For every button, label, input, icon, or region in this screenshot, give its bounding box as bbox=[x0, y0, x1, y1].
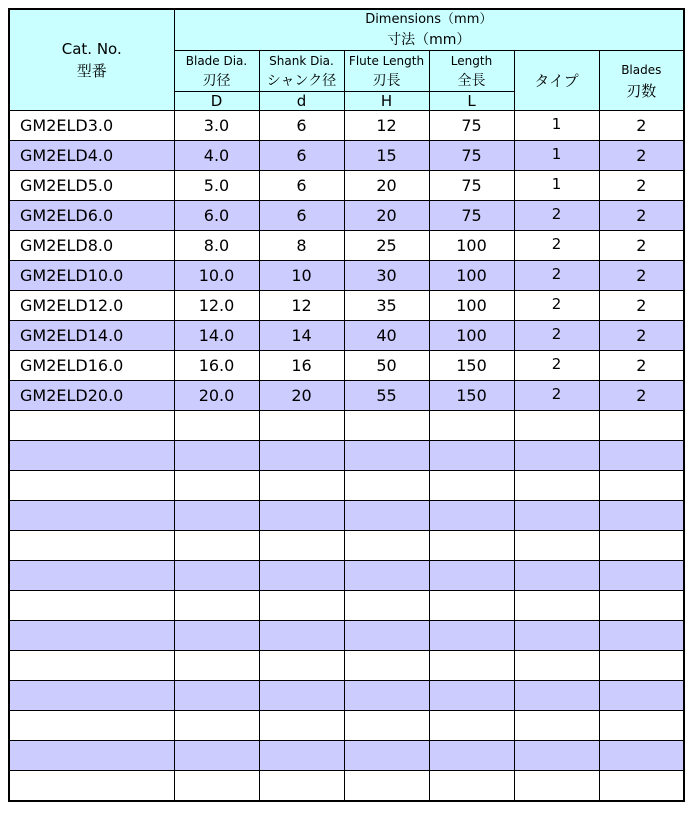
flute-length-cell bbox=[344, 681, 429, 711]
length-header bbox=[429, 51, 514, 92]
blade-dia-cell bbox=[174, 471, 259, 501]
type-cell bbox=[514, 501, 599, 531]
blade-dia-header-jp: 刃径 bbox=[202, 73, 231, 89]
cat-no-cell: GM2ELD4.0 bbox=[9, 141, 174, 171]
blade-dia-cell: 16.0 bbox=[174, 351, 259, 381]
header-row-dimensions bbox=[9, 9, 684, 30]
dimensions-header-en: Dimensions（mm） bbox=[174, 9, 684, 30]
length-cell: 150 bbox=[429, 381, 514, 411]
type-value: 1 bbox=[551, 174, 562, 193]
type-value: 2 bbox=[551, 264, 562, 283]
cat-no-header-en: Cat. No. bbox=[61, 40, 122, 58]
shank-dia-cell: 10 bbox=[259, 261, 344, 291]
type-cell bbox=[514, 621, 599, 651]
blades-cell bbox=[599, 681, 684, 711]
shank-dia-header-jp: シャンク径 bbox=[266, 73, 337, 89]
flute-length-cell: 20 bbox=[344, 171, 429, 201]
blades-cell: 2 bbox=[599, 291, 684, 321]
table-row bbox=[9, 291, 684, 321]
type-cell bbox=[514, 351, 599, 381]
blade-dia-cell: 10.0 bbox=[174, 261, 259, 291]
blades-cell: 2 bbox=[599, 201, 684, 231]
cat-no-cell: GM2ELD5.0 bbox=[9, 171, 174, 201]
length-cell: 100 bbox=[429, 261, 514, 291]
cat-no-cell bbox=[9, 501, 174, 531]
cat-no-cell bbox=[9, 411, 174, 441]
table-row bbox=[9, 171, 684, 201]
type-cell bbox=[514, 591, 599, 621]
blades-cell: 2 bbox=[599, 261, 684, 291]
shank-dia-symbol: d bbox=[259, 92, 344, 111]
flute-length-cell bbox=[344, 591, 429, 621]
blades-cell bbox=[599, 531, 684, 561]
shank-dia-cell bbox=[259, 561, 344, 591]
cat-no-header bbox=[9, 9, 174, 111]
blades-cell: 2 bbox=[599, 171, 684, 201]
table-row bbox=[9, 381, 684, 411]
flute-length-cell bbox=[344, 411, 429, 441]
shank-dia-cell: 8 bbox=[259, 231, 344, 261]
type-cell bbox=[514, 261, 599, 291]
blade-dia-cell: 5.0 bbox=[174, 171, 259, 201]
length-cell bbox=[429, 591, 514, 621]
blade-dia-cell: 4.0 bbox=[174, 141, 259, 171]
type-header: タイプ bbox=[514, 51, 599, 111]
table-row bbox=[9, 621, 684, 651]
flute-length-cell: 25 bbox=[344, 231, 429, 261]
table-row bbox=[9, 471, 684, 501]
table-row bbox=[9, 231, 684, 261]
shank-dia-cell: 16 bbox=[259, 351, 344, 381]
length-header-en: Length bbox=[450, 54, 493, 68]
length-symbol: L bbox=[429, 92, 514, 111]
table-row bbox=[9, 111, 684, 141]
blades-cell: 2 bbox=[599, 321, 684, 351]
type-cell bbox=[514, 741, 599, 771]
blade-dia-cell bbox=[174, 711, 259, 741]
type-value: 2 bbox=[551, 324, 562, 343]
type-cell bbox=[514, 141, 599, 171]
blade-dia-cell bbox=[174, 591, 259, 621]
cat-no-cell: GM2ELD6.0 bbox=[9, 201, 174, 231]
blade-dia-cell bbox=[174, 501, 259, 531]
table-row bbox=[9, 261, 684, 291]
table-row bbox=[9, 201, 684, 231]
blade-dia-cell bbox=[174, 681, 259, 711]
length-cell bbox=[429, 411, 514, 441]
blades-cell bbox=[599, 741, 684, 771]
table-row bbox=[9, 771, 684, 802]
table-body bbox=[9, 111, 684, 802]
table-row bbox=[9, 711, 684, 741]
length-cell bbox=[429, 501, 514, 531]
cat-no-cell bbox=[9, 591, 174, 621]
flute-length-cell: 30 bbox=[344, 261, 429, 291]
flute-length-cell: 20 bbox=[344, 201, 429, 231]
type-value: 2 bbox=[551, 234, 562, 253]
cat-no-cell bbox=[9, 711, 174, 741]
type-cell bbox=[514, 771, 599, 802]
shank-dia-header-en: Shank Dia. bbox=[269, 54, 334, 68]
blades-header-jp: 刃数 bbox=[626, 81, 657, 100]
flute-length-cell bbox=[344, 531, 429, 561]
blade-dia-cell bbox=[174, 561, 259, 591]
blades-cell: 2 bbox=[599, 141, 684, 171]
blades-cell bbox=[599, 621, 684, 651]
length-cell bbox=[429, 711, 514, 741]
type-cell bbox=[514, 291, 599, 321]
length-cell: 100 bbox=[429, 321, 514, 351]
table-row bbox=[9, 321, 684, 351]
length-cell: 75 bbox=[429, 201, 514, 231]
table-row bbox=[9, 531, 684, 561]
shank-dia-cell bbox=[259, 741, 344, 771]
length-cell bbox=[429, 561, 514, 591]
type-cell bbox=[514, 231, 599, 261]
shank-dia-cell: 6 bbox=[259, 111, 344, 141]
shank-dia-cell bbox=[259, 411, 344, 441]
flute-length-symbol: H bbox=[344, 92, 429, 111]
blade-dia-cell bbox=[174, 621, 259, 651]
shank-dia-cell bbox=[259, 681, 344, 711]
blade-dia-cell bbox=[174, 771, 259, 802]
shank-dia-cell bbox=[259, 651, 344, 681]
blade-dia-cell bbox=[174, 411, 259, 441]
blades-cell: 2 bbox=[599, 381, 684, 411]
blade-dia-cell bbox=[174, 741, 259, 771]
blade-dia-cell: 14.0 bbox=[174, 321, 259, 351]
length-cell: 100 bbox=[429, 291, 514, 321]
blades-cell bbox=[599, 441, 684, 471]
cat-no-cell: GM2ELD20.0 bbox=[9, 381, 174, 411]
shank-dia-header bbox=[259, 51, 344, 92]
table-row bbox=[9, 141, 684, 171]
flute-length-cell bbox=[344, 501, 429, 531]
cat-no-cell: GM2ELD14.0 bbox=[9, 321, 174, 351]
shank-dia-cell bbox=[259, 591, 344, 621]
blades-cell bbox=[599, 591, 684, 621]
cat-no-cell bbox=[9, 621, 174, 651]
blades-cell bbox=[599, 471, 684, 501]
shank-dia-cell bbox=[259, 441, 344, 471]
type-cell bbox=[514, 201, 599, 231]
type-cell bbox=[514, 411, 599, 441]
flute-length-cell: 35 bbox=[344, 291, 429, 321]
length-cell: 75 bbox=[429, 141, 514, 171]
flute-length-cell bbox=[344, 771, 429, 802]
type-cell bbox=[514, 471, 599, 501]
blade-dia-cell: 20.0 bbox=[174, 381, 259, 411]
type-value: 2 bbox=[551, 204, 562, 223]
blades-cell bbox=[599, 651, 684, 681]
type-cell bbox=[514, 381, 599, 411]
type-cell bbox=[514, 711, 599, 741]
cat-no-cell bbox=[9, 741, 174, 771]
length-header-jp: 全長 bbox=[457, 73, 486, 89]
table-row bbox=[9, 651, 684, 681]
type-cell bbox=[514, 321, 599, 351]
shank-dia-cell bbox=[259, 711, 344, 741]
flute-length-header-en: Flute Length bbox=[348, 54, 425, 68]
table-row bbox=[9, 501, 684, 531]
shank-dia-cell: 14 bbox=[259, 321, 344, 351]
flute-length-cell: 50 bbox=[344, 351, 429, 381]
shank-dia-cell bbox=[259, 531, 344, 561]
shank-dia-cell: 6 bbox=[259, 171, 344, 201]
blade-dia-cell bbox=[174, 441, 259, 471]
cat-no-cell bbox=[9, 561, 174, 591]
type-cell bbox=[514, 651, 599, 681]
length-cell: 150 bbox=[429, 351, 514, 381]
blade-dia-cell: 12.0 bbox=[174, 291, 259, 321]
cat-no-cell bbox=[9, 771, 174, 802]
dimensions-header-jp: 寸法（mm） bbox=[174, 30, 684, 51]
type-value: 2 bbox=[551, 294, 562, 313]
cat-no-cell bbox=[9, 471, 174, 501]
type-cell bbox=[514, 441, 599, 471]
flute-length-cell bbox=[344, 621, 429, 651]
shank-dia-cell bbox=[259, 621, 344, 651]
flute-length-cell bbox=[344, 471, 429, 501]
blade-dia-cell bbox=[174, 531, 259, 561]
blade-dia-cell: 8.0 bbox=[174, 231, 259, 261]
type-value: 1 bbox=[551, 114, 562, 133]
flute-length-cell bbox=[344, 561, 429, 591]
flute-length-cell: 55 bbox=[344, 381, 429, 411]
blades-cell bbox=[599, 561, 684, 591]
flute-length-cell: 40 bbox=[344, 321, 429, 351]
shank-dia-cell bbox=[259, 501, 344, 531]
table-row bbox=[9, 741, 684, 771]
shank-dia-cell: 12 bbox=[259, 291, 344, 321]
type-cell bbox=[514, 111, 599, 141]
cat-no-cell bbox=[9, 681, 174, 711]
length-cell bbox=[429, 621, 514, 651]
cat-no-cell: GM2ELD10.0 bbox=[9, 261, 174, 291]
cat-no-cell bbox=[9, 441, 174, 471]
blades-cell bbox=[599, 711, 684, 741]
type-cell bbox=[514, 561, 599, 591]
flute-length-header-jp: 刃長 bbox=[372, 73, 401, 89]
type-value: 1 bbox=[551, 144, 562, 163]
length-cell: 100 bbox=[429, 231, 514, 261]
shank-dia-cell bbox=[259, 771, 344, 802]
cat-no-cell: GM2ELD3.0 bbox=[9, 111, 174, 141]
blade-dia-cell bbox=[174, 651, 259, 681]
blades-cell: 2 bbox=[599, 111, 684, 141]
blade-dia-cell: 3.0 bbox=[174, 111, 259, 141]
shank-dia-cell: 6 bbox=[259, 201, 344, 231]
cat-no-cell: GM2ELD16.0 bbox=[9, 351, 174, 381]
flute-length-cell bbox=[344, 711, 429, 741]
length-cell: 75 bbox=[429, 171, 514, 201]
type-cell bbox=[514, 531, 599, 561]
table-row bbox=[9, 411, 684, 441]
length-cell bbox=[429, 681, 514, 711]
length-cell bbox=[429, 441, 514, 471]
shank-dia-cell: 20 bbox=[259, 381, 344, 411]
table-row bbox=[9, 561, 684, 591]
blades-cell bbox=[599, 501, 684, 531]
flute-length-cell bbox=[344, 441, 429, 471]
length-cell bbox=[429, 741, 514, 771]
flute-length-header bbox=[344, 51, 429, 92]
blade-dia-header-en: Blade Dia. bbox=[185, 54, 248, 68]
cat-no-cell bbox=[9, 651, 174, 681]
cat-no-cell bbox=[9, 531, 174, 561]
flute-length-cell bbox=[344, 741, 429, 771]
blades-cell bbox=[599, 411, 684, 441]
cat-no-header-jp: 型番 bbox=[76, 62, 107, 80]
blades-cell bbox=[599, 771, 684, 802]
cat-no-cell: GM2ELD12.0 bbox=[9, 291, 174, 321]
flute-length-cell: 12 bbox=[344, 111, 429, 141]
shank-dia-cell: 6 bbox=[259, 141, 344, 171]
blade-dia-header bbox=[174, 51, 259, 92]
table-row bbox=[9, 681, 684, 711]
shank-dia-cell bbox=[259, 471, 344, 501]
blades-cell: 2 bbox=[599, 231, 684, 261]
table-row bbox=[9, 351, 684, 381]
spec-table bbox=[8, 8, 685, 802]
type-cell bbox=[514, 681, 599, 711]
table-row bbox=[9, 591, 684, 621]
type-value: 2 bbox=[551, 384, 562, 403]
length-cell bbox=[429, 651, 514, 681]
blades-header bbox=[599, 51, 684, 111]
flute-length-cell bbox=[344, 651, 429, 681]
type-cell bbox=[514, 171, 599, 201]
table-row bbox=[9, 441, 684, 471]
type-value: 2 bbox=[551, 354, 562, 373]
blade-dia-symbol: D bbox=[174, 92, 259, 111]
length-cell bbox=[429, 771, 514, 802]
length-cell bbox=[429, 471, 514, 501]
length-cell: 75 bbox=[429, 111, 514, 141]
blade-dia-cell: 6.0 bbox=[174, 201, 259, 231]
length-cell bbox=[429, 531, 514, 561]
flute-length-cell: 15 bbox=[344, 141, 429, 171]
blades-cell: 2 bbox=[599, 351, 684, 381]
cat-no-cell: GM2ELD8.0 bbox=[9, 231, 174, 261]
blades-header-en: Blades bbox=[621, 62, 662, 77]
